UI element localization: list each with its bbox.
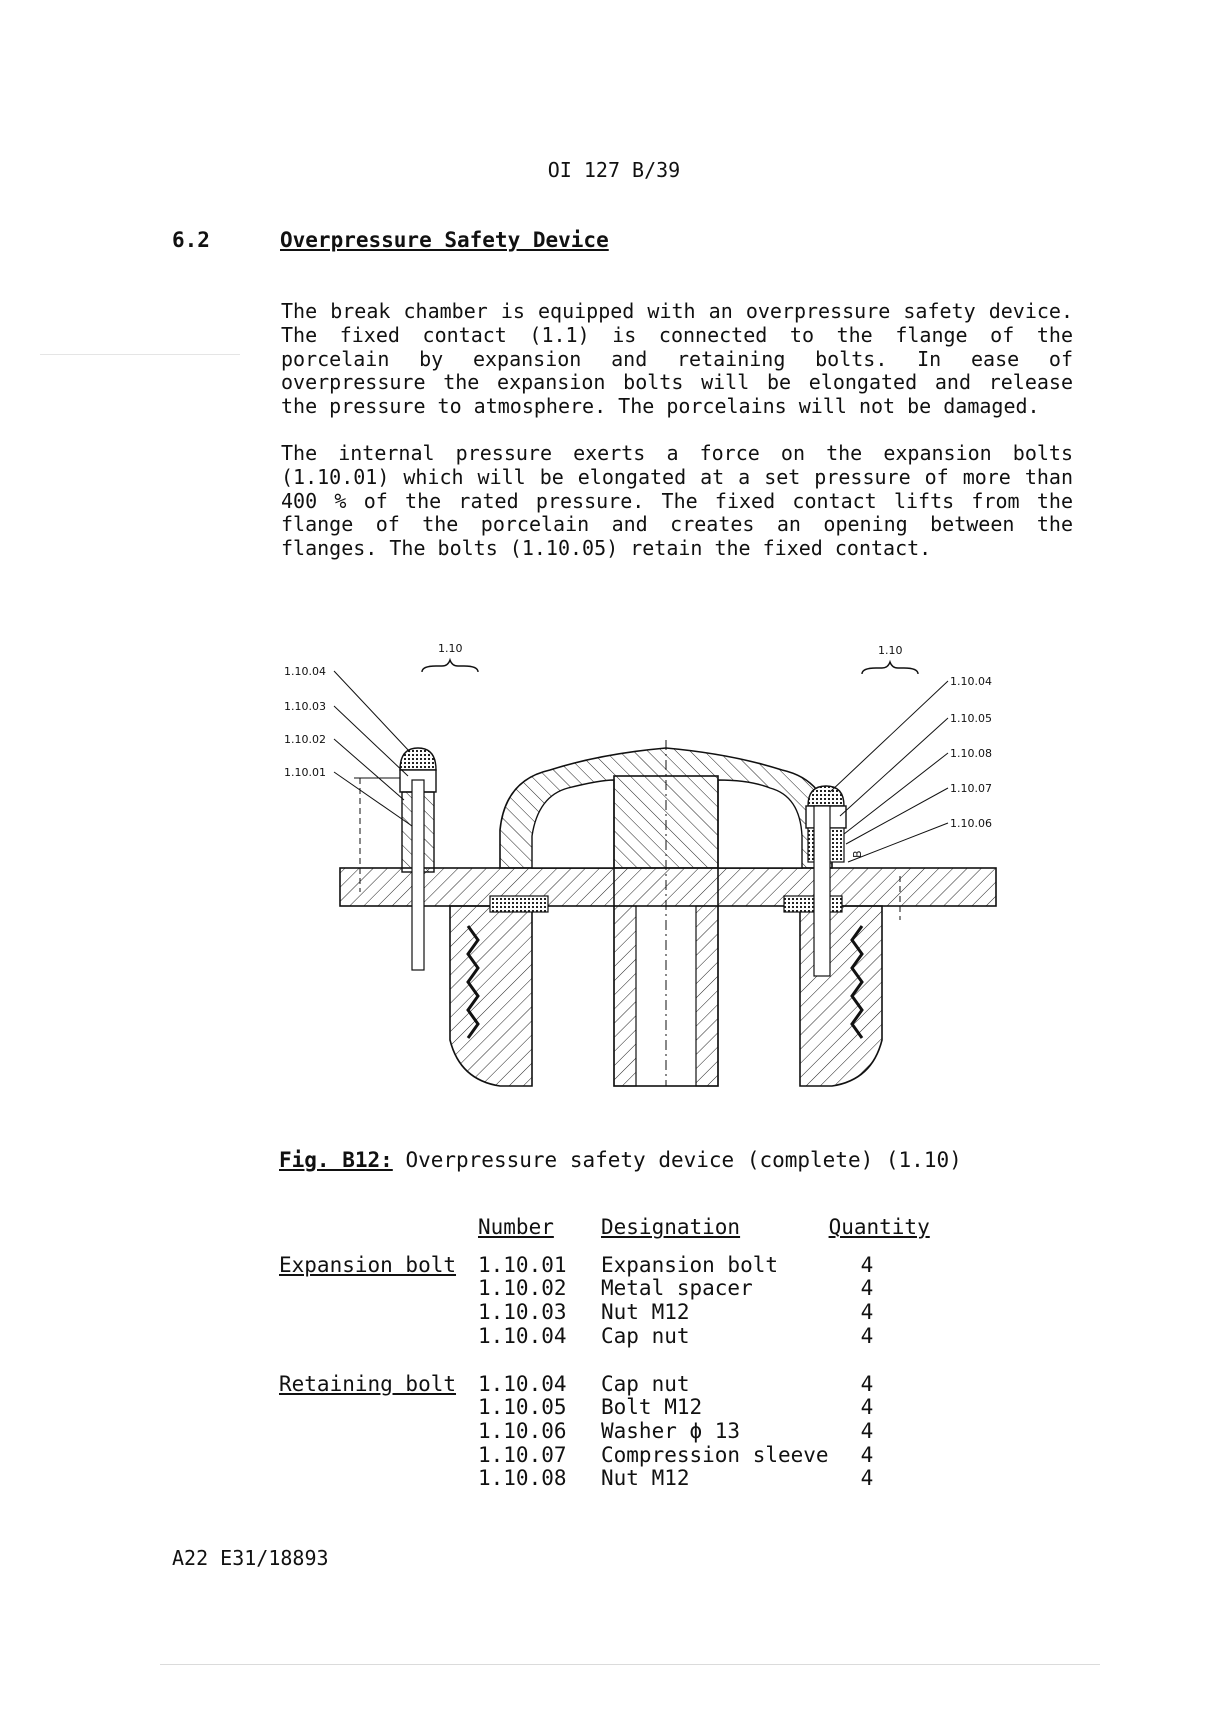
part-quantity: 4 <box>860 1252 874 1277</box>
expansion-bolt-assembly <box>354 748 436 970</box>
callout-left-2: 1.10.03 <box>284 700 326 713</box>
paragraph-intro: The break chamber is equipped with an overpressure safety device. The fixed contact (1.1) is connected to the flange of the porcelain by expansion and retaining bolts. In ease of overpressure the expansion bolts will be elongated and release the pressure to atmosphere. The porcelains will not be damaged. <box>281 299 1073 419</box>
part-quantity: 4 <box>860 1395 874 1420</box>
parts-table <box>279 1216 939 1491</box>
group-label-left: 1.10 <box>438 642 463 655</box>
table-row <box>279 1467 939 1491</box>
part-number: 1.10.04 <box>478 1323 567 1348</box>
part-designation: Cap nut <box>601 1323 690 1348</box>
callout-right-4: 1.10.07 <box>950 782 992 795</box>
section-number: 6.2 <box>172 228 210 252</box>
dimension-marker: B <box>851 850 864 858</box>
part-quantity: 4 <box>860 1323 874 1348</box>
table-row <box>279 1373 939 1397</box>
part-number: 1.10.07 <box>478 1442 567 1467</box>
gasket-right <box>784 896 842 912</box>
part-designation: Bolt M12 <box>601 1395 703 1420</box>
caption-text: Overpressure safety device (complete) (1.10) <box>405 1148 962 1172</box>
part-number: 1.10.03 <box>478 1300 567 1325</box>
paragraph-mechanism: The internal pressure exerts a force on the expansion bolts (1.10.01) which will be elongated at a set pressure of more than 400 % of the rated pressure. The fixed contact lifts from the flange of the porcelain and creates an opening between the flanges. The bolts (1.10.05) retain the fixed contact. <box>281 441 1073 561</box>
group-retaining-bolt: Retaining bolt <box>279 1371 457 1396</box>
scan-line <box>160 1664 1100 1665</box>
part-quantity: 4 <box>860 1371 874 1396</box>
part-designation: Cap nut <box>601 1371 690 1396</box>
part-designation: Expansion bolt <box>601 1252 779 1277</box>
brace-left <box>422 660 478 672</box>
part-number: 1.10.02 <box>478 1276 567 1301</box>
part-quantity: 4 <box>860 1276 874 1301</box>
right-callouts <box>830 675 992 862</box>
porcelain-right <box>800 906 882 1086</box>
table-row <box>279 1420 939 1444</box>
callout-left-4: 1.10.01 <box>284 766 326 779</box>
overpressure-device-drawing <box>284 630 1030 1090</box>
part-designation: Metal spacer <box>601 1276 753 1301</box>
part-number: 1.10.06 <box>478 1418 567 1443</box>
footer-reference: A22 E31/18893 <box>172 1546 329 1570</box>
callout-left-1: 1.10.04 <box>284 665 326 678</box>
porcelain-left <box>450 906 532 1086</box>
part-quantity: 4 <box>860 1418 874 1443</box>
left-callouts <box>284 665 412 826</box>
part-quantity: 4 <box>860 1442 874 1467</box>
part-number: 1.10.04 <box>478 1371 567 1396</box>
part-designation: Compression sleeve <box>601 1442 829 1467</box>
part-quantity: 4 <box>860 1300 874 1325</box>
part-number: 1.10.08 <box>478 1466 567 1491</box>
part-number: 1.10.05 <box>478 1395 567 1420</box>
figure-caption <box>279 1148 962 1172</box>
document-id: OI 127 B/39 <box>547 158 681 182</box>
section-title: Overpressure Safety Device <box>280 228 609 252</box>
group-expansion-bolt: Expansion bolt <box>279 1252 457 1277</box>
callout-right-1: 1.10.04 <box>950 675 992 688</box>
callout-right-5: 1.10.06 <box>950 817 992 830</box>
brace-right <box>862 662 918 674</box>
table-row <box>279 1277 939 1301</box>
part-designation: Nut M12 <box>601 1300 690 1325</box>
table-row <box>279 1325 939 1349</box>
part-number: 1.10.01 <box>478 1252 567 1277</box>
table-row <box>279 1254 939 1278</box>
gasket-left <box>490 896 548 912</box>
caption-label: Fig. B12: <box>279 1148 393 1172</box>
header-designation: Designation <box>601 1215 741 1239</box>
part-quantity: 4 <box>860 1466 874 1491</box>
group-label-right: 1.10 <box>878 644 903 657</box>
table-row <box>279 1301 939 1325</box>
scan-line <box>40 354 240 355</box>
parts-table-header <box>279 1216 939 1254</box>
flange-plate <box>340 868 996 906</box>
callout-right-2: 1.10.05 <box>950 712 992 725</box>
callout-left-3: 1.10.02 <box>284 733 326 746</box>
table-row <box>279 1444 939 1468</box>
table-row <box>279 1396 939 1420</box>
header-quantity: Quantity <box>828 1215 930 1239</box>
callout-right-3: 1.10.08 <box>950 747 992 760</box>
part-designation: Nut M12 <box>601 1466 690 1491</box>
part-designation: Washer ϕ 13 <box>601 1418 741 1443</box>
header-number: Number <box>478 1215 554 1239</box>
